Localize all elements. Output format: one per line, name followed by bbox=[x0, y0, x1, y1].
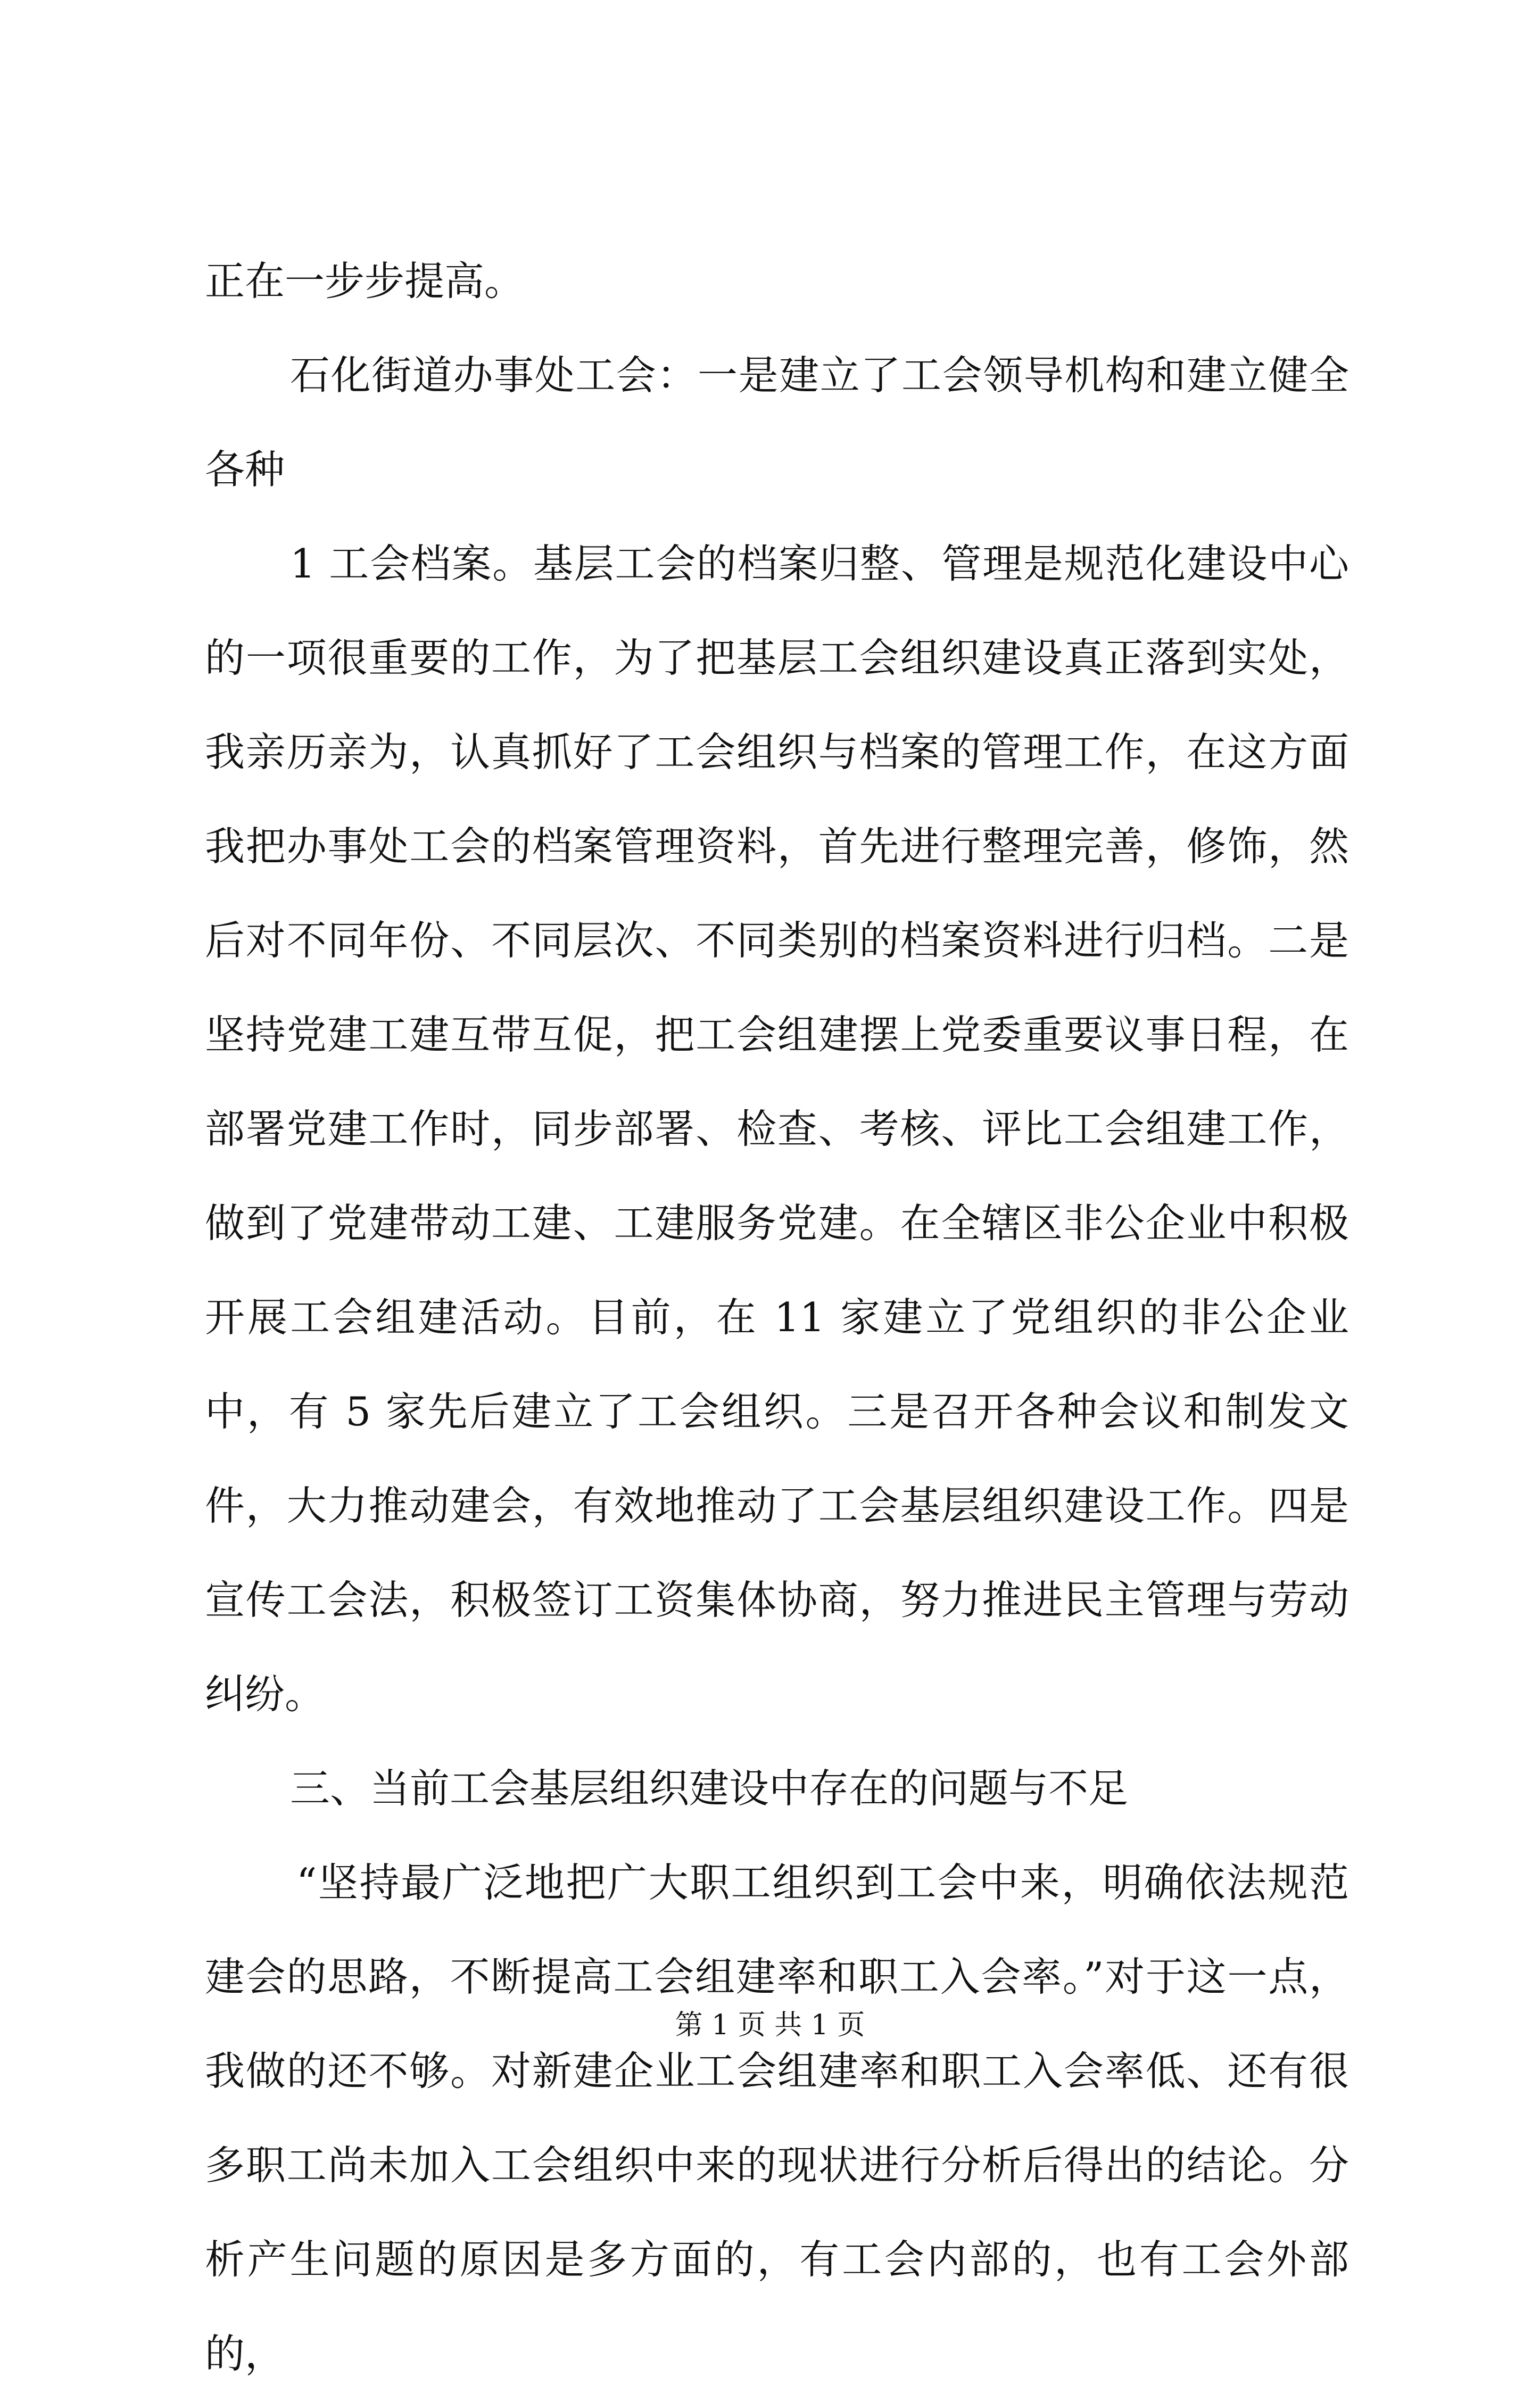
paragraph-quote: “坚持最广泛地把广大职工组织到工会中来，明确依法规范建会的思路，不断提高工会组建率和职工入会率。”对于这一点，我做的还不够。对新建企业工会组建率和职工入会率低、还有很多职工尚未加入工会组织中来的现状进行分析后得出的结论。分析产生问题的原因是多方面的，有工会内部的，也有工会外部的， bbox=[205, 1859, 1349, 2377]
paragraph-shihua-union: 石化街道办事处工会：一是建立了工会领导机构和建立健全各种 bbox=[205, 352, 1349, 493]
section-heading-problems: 三、当前工会基层组织建设中存在的问题与不足 bbox=[290, 1765, 1129, 1812]
document-body bbox=[205, 234, 1349, 2401]
paragraph-union-archives: 1 工会档案。基层工会的档案归整、管理是规范化建设中心的一项很重要的工作，为了把基层工会组织建设真正落到实处，我亲历亲为，认真抓好了工会组织与档案的管理工作，在这方面我把办事处工会的档案管理资料，首先进行整理完善，修饰，然后对不同年份、不同层次、不同类别的档案资料进行归档。二是坚持党建工建互带互促，把工会组建摆上党委重要议事日程，在部署党建工作时，同步部署、检查、考核、评比工会组建工作，做到了党建带动工建、工建服务党建。在全辖区非公企业中积极开展工会组建活动。目前，在 11 家建立了党组织的非公企业中，有 5 家先后建立了工会组织。三是召开各种会议和制发文件，大力推动建会，有效地推动了工会基层组织建设工作。四是宣传工会法，积极签订工资集体协商，努力推进民主管理与劳动纠纷。 bbox=[205, 540, 1349, 1718]
page-footer: 第 1 页 共 1 页 bbox=[675, 2009, 865, 2041]
paragraph-continuation: 正在一步步提高。 bbox=[205, 258, 525, 304]
